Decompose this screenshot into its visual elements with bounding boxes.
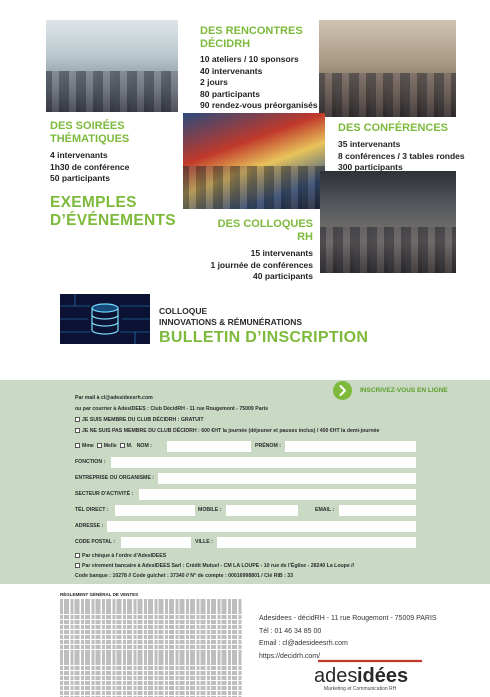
conferences-block — [338, 122, 478, 174]
civility-mme-checkbox[interactable] — [75, 443, 80, 448]
colloque-subtitle: INNOVATIONS & RÉMUNÉRATIONS — [159, 316, 303, 327]
prenom-label: PRÉNOM : — [255, 443, 281, 449]
cp-label: CODE POSTAL : — [75, 539, 116, 545]
colloques-stat: 15 intervenants — [250, 248, 313, 258]
inscrivez-button[interactable] — [333, 381, 352, 400]
svg-text:idées: idées — [357, 665, 409, 687]
cheque-checkbox[interactable] — [75, 553, 80, 558]
post-line: ou par courrier à AdesIDEES : Club DécidRH - 11 rue Rougemont - 75009 Paris — [75, 406, 268, 412]
rencontres-stat: 90 rendez-vous préorganisés — [200, 100, 318, 110]
virement-checkbox[interactable] — [75, 563, 80, 568]
prenom-field[interactable] — [285, 441, 416, 452]
nonmember-checkbox[interactable] — [75, 428, 80, 433]
tel-field[interactable] — [115, 505, 195, 516]
rencontres-block — [200, 25, 320, 112]
arrow-right-icon — [333, 381, 352, 400]
contact-web[interactable]: https://decidrh.com/ — [259, 652, 321, 660]
entreprise-label: ENTREPRISE OU ORGANISME : — [75, 475, 154, 481]
adresse-field[interactable] — [107, 521, 416, 532]
rencontres-stat: 2 jours — [200, 77, 228, 87]
civility-group: Mme Melle M. NOM : — [75, 443, 152, 449]
virement-option[interactable]: Par virement bancaire à AdesIDEES Sarl : Crédit Mutuel - CM LA LOUPE - 10 rue de l’Église - 28240 La Loupe // — [75, 563, 354, 569]
member-option[interactable]: JE SUIS MEMBRE DU CLUB DÉCIDRH : GRATUIT — [75, 417, 204, 423]
email-label: EMAIL : — [315, 507, 335, 513]
conferences-stat: 35 intervenants — [338, 139, 401, 149]
mail-line: Par mail à cl@adesideesrh.com — [75, 395, 153, 401]
contact-block — [259, 613, 437, 663]
civility-melle-checkbox[interactable] — [97, 443, 102, 448]
photo-conferences — [319, 20, 456, 117]
fonction-field[interactable] — [111, 457, 416, 468]
nom-label: NOM : — [136, 443, 152, 449]
email-field[interactable] — [339, 505, 416, 516]
colloques-stat: 40 participants — [253, 271, 313, 281]
legal-body — [60, 599, 242, 697]
civility-m-checkbox[interactable] — [120, 443, 125, 448]
ville-label: VILLE : — [195, 539, 213, 545]
secteur-field[interactable] — [139, 489, 416, 500]
banque-line: Code banque : 10278 // Code guichet : 37340 // N° de compte : 00016998801 / Clé RIB : 33 — [75, 573, 294, 579]
soirees-title: DES SOIRÉES THÉMATIQUES — [50, 120, 130, 145]
mobile-field[interactable] — [226, 505, 298, 516]
mobile-label: MOBILE : — [198, 507, 222, 513]
entreprise-field[interactable] — [158, 473, 416, 484]
soirees-block — [50, 120, 180, 185]
legal-title: RÈGLEMENT GÉNÉRAL DE VENTES — [60, 592, 139, 597]
svg-text:ades: ades — [314, 665, 358, 687]
rencontres-stat: 10 ateliers / 10 sponsors — [200, 54, 299, 64]
tel-label: TÉL DIRECT : — [75, 507, 109, 513]
database-illustration-icon — [60, 294, 150, 344]
conferences-stat: 8 conférences / 3 tables rondes — [338, 150, 465, 161]
rencontres-stat: 40 intervenants — [200, 65, 263, 76]
contact-address: Adesidees - décidRH - 11 rue Rougemont - 75009 PARIS — [259, 615, 437, 622]
colloque-label: COLLOQUE — [159, 306, 208, 316]
adresse-label: ADRESSE : — [75, 523, 104, 529]
ville-field[interactable] — [217, 537, 416, 548]
photo-colloques — [320, 171, 456, 273]
exemples-heading: EXEMPLES D’ÉVÉNEMENTS — [50, 194, 176, 229]
legal-terms — [60, 593, 242, 697]
photo-soirees — [46, 20, 178, 112]
cheque-option[interactable]: Par chèque à l’ordre d’AdesIDEES — [75, 553, 166, 559]
colloques-stat: 1 journée de conférences — [210, 259, 313, 270]
rencontres-stat: 80 participants — [200, 88, 260, 99]
contact-email[interactable]: Email : cl@adesideesrh.com — [259, 640, 348, 647]
adesidees-logo — [312, 657, 432, 697]
inscrivez-link[interactable]: INSCRIVEZ-VOUS EN LIGNE — [360, 387, 448, 394]
nom-field[interactable] — [167, 441, 251, 452]
svg-text:Marketing et Communication RH: Marketing et Communication RH — [324, 686, 397, 692]
contact-tel: Tél : 01 46 34 85 00 — [259, 627, 322, 635]
fonction-label: FONCTION : — [75, 459, 106, 465]
bulletin-title: BULLETIN D’INSCRIPTION — [159, 329, 369, 346]
photo-rencontres — [183, 113, 325, 209]
secteur-label: SECTEUR D’ACTIVITÉ : — [75, 491, 134, 497]
logo-mark-icon — [312, 657, 432, 692]
soirees-stat: 1h30 de conférence — [50, 161, 130, 172]
soirees-stat: 50 participants — [50, 173, 110, 183]
colloque-header — [159, 306, 368, 348]
colloques-block — [200, 218, 313, 283]
soirees-stat: 4 intervenants — [50, 150, 108, 160]
conferences-stat: 300 participants — [338, 162, 403, 172]
nonmember-option[interactable]: JE NE SUIS PAS MEMBRE DU CLUB DÉCIDRH : 600 €HT la journée (déjeuner et pauses inclus) / 400 €HT la demi-journée — [75, 428, 379, 434]
conferences-title: DES CONFÉRENCES — [338, 122, 449, 134]
colloques-title: DES COLLOQUES RH — [217, 218, 313, 243]
member-checkbox[interactable] — [75, 417, 80, 422]
rencontres-title: DES RENCONTRES DÉCIDRH — [200, 25, 303, 50]
cp-field[interactable] — [121, 537, 191, 548]
